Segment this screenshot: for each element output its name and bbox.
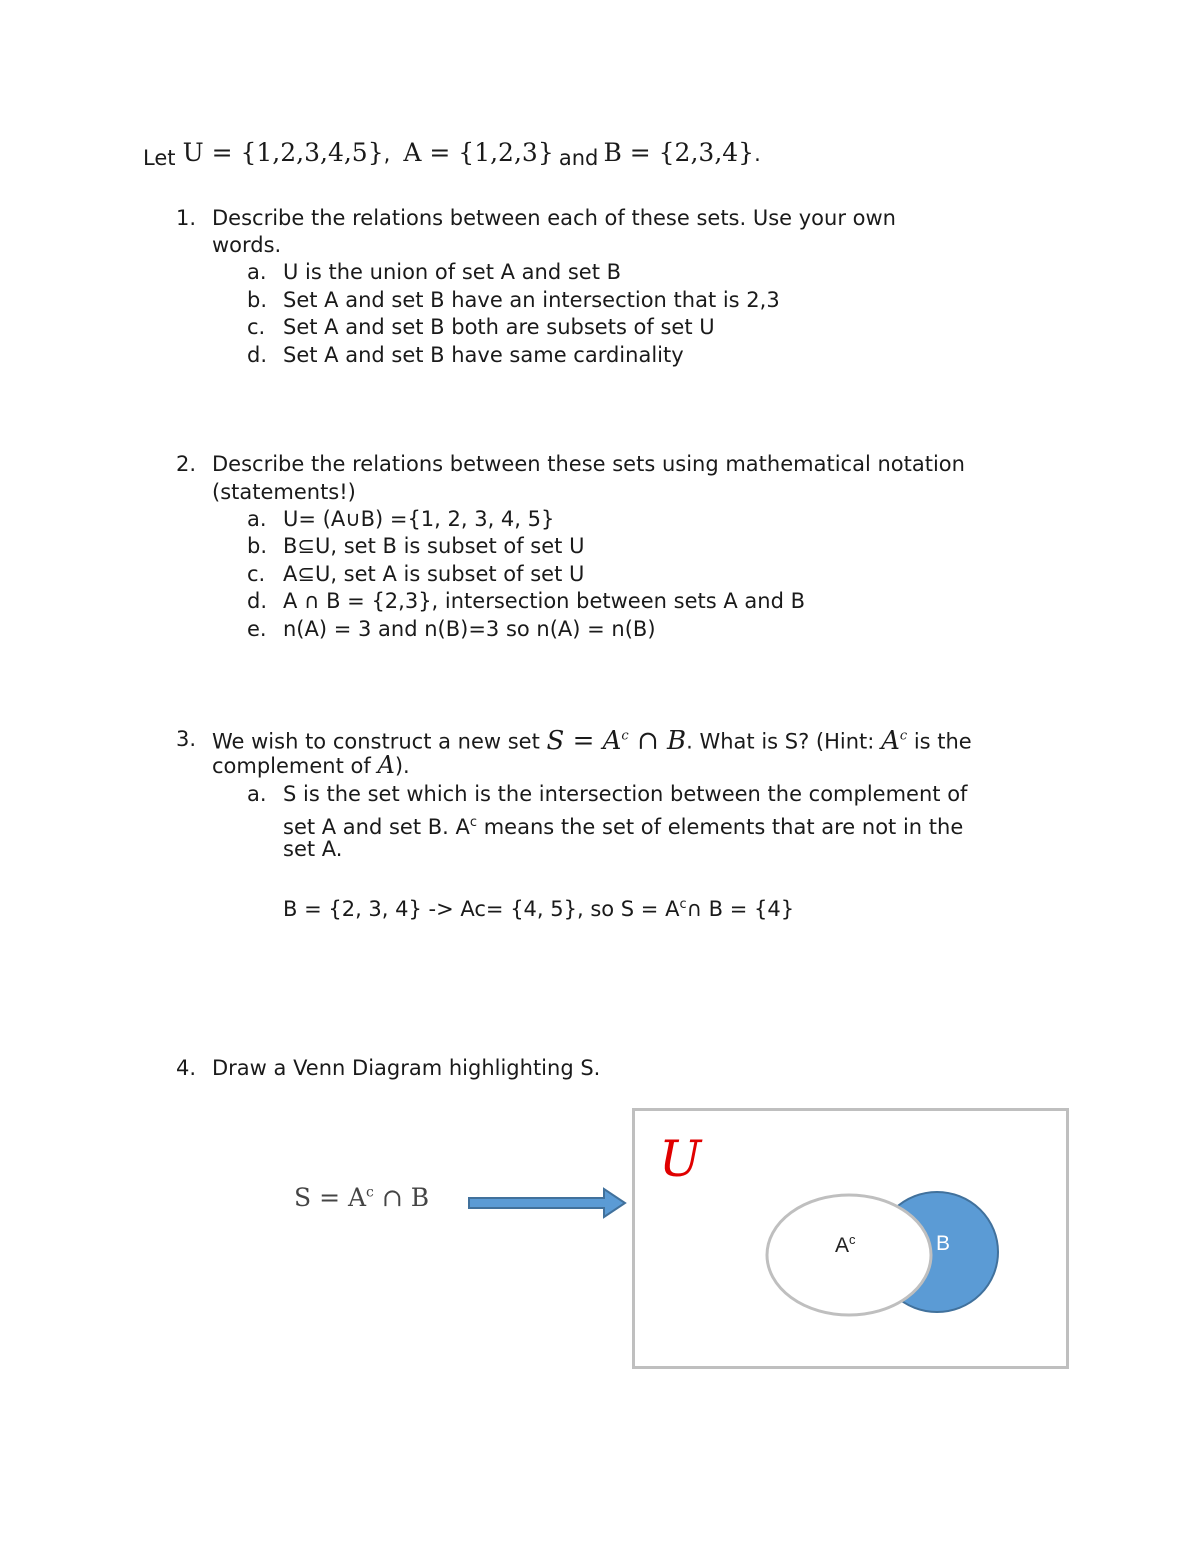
q3-formula-post: ∩ B: [628, 725, 687, 756]
q2-item-e: [247, 616, 656, 643]
q2-prompt-line2: (statements!): [212, 480, 356, 504]
q3-answer-line1: S is the set which is the intersection between the complement of: [283, 782, 968, 806]
q2-item-a: [247, 506, 554, 533]
venn-diagram-box: [632, 1108, 1069, 1369]
q1-item-text: Set A and set B have same cardinality: [283, 343, 684, 367]
q3-calc-sup: c: [679, 897, 687, 912]
q1-item-d: [247, 342, 684, 369]
q1-item-b: [247, 287, 780, 314]
q3-answer-label: a.: [247, 782, 267, 806]
q3-formula-sup: c: [621, 728, 629, 743]
q1-prompt-line2: words.: [212, 233, 282, 257]
q3-answer-line2-post: means the set of elements that are not in the: [477, 815, 964, 839]
q3-prompt-end: is the: [913, 729, 972, 754]
intro-a-set: A = {1,2,3}: [403, 138, 554, 167]
arrow-shape: [469, 1189, 625, 1217]
q3-prompt-pre: We wish to construct a new set: [212, 729, 540, 754]
q3-prompt-line1: [212, 722, 972, 756]
intro-u-set: U = {1,2,3,4,5}: [182, 138, 384, 167]
diagram-formula-post: ∩ B: [373, 1183, 430, 1212]
ac-label-main: A: [835, 1234, 850, 1257]
q2-item-label: a.: [247, 507, 267, 531]
q2-item-text: A ∩ B = {2,3}, intersection between sets A and B: [283, 589, 805, 613]
q3-number: 3.: [176, 727, 197, 751]
q1-item-text: Set A and set B have an intersection that is 2,3: [283, 288, 780, 312]
q1-number: 1.: [176, 206, 197, 230]
q2-item-text: U= (A∪B) ={1, 2, 3, 4, 5}: [283, 507, 555, 531]
q2-prompt-line1: Describe the relations between these sets using mathematical notation: [212, 452, 965, 476]
q3-line2-end: ).: [394, 754, 410, 778]
q1-item-text: Set A and set B both are subsets of set U: [283, 315, 715, 339]
q3-answer-line3: set A.: [283, 837, 343, 861]
q1-item-label: a.: [247, 260, 267, 284]
q3-line2-pre: complement of: [212, 754, 371, 778]
q3-answer-line2: [283, 809, 963, 841]
q1-item-label: b.: [247, 288, 268, 312]
q2-item-text: B⊆U, set B is subset of set U: [283, 534, 585, 558]
ac-label: [835, 1232, 856, 1258]
universe-label: U: [659, 1130, 702, 1188]
q3-formula: [547, 726, 687, 756]
q3-calc-pre: B = {2, 3, 4} -> Ac= {4, 5}, so S = A: [283, 897, 680, 921]
q3-calc-post: ∩ B = {4}: [686, 897, 795, 921]
q4-prompt: Draw a Venn Diagram highlighting S.: [212, 1056, 601, 1080]
q3-answer-line2-pre: set A and set B. A: [283, 815, 470, 839]
intro-period: .: [754, 142, 761, 166]
q3-hint-sup: c: [899, 728, 908, 743]
q3-formula-main: S = A: [546, 725, 622, 756]
q2-item-c: [247, 561, 584, 588]
q3-line2-a: A: [377, 751, 395, 779]
q1-item-label: c.: [247, 315, 266, 339]
b-label: B: [936, 1232, 951, 1255]
intro-let: Let: [143, 146, 176, 170]
q1-item-a: [247, 259, 621, 286]
intro-sep: ,: [383, 142, 391, 166]
q1-prompt-line1: Describe the relations between each of these sets. Use your own: [212, 206, 896, 230]
q3-answer-line2-sup: c: [469, 815, 478, 830]
q2-item-label: c.: [247, 562, 266, 586]
q2-item-text: A⊆U, set A is subset of set U: [283, 562, 585, 586]
intro-and: and: [558, 146, 599, 170]
diagram-formula: [294, 1183, 429, 1212]
q1-item-label: d.: [247, 343, 268, 367]
q3-hint-a: [881, 726, 907, 756]
q2-item-d: [247, 588, 805, 615]
q3-hint-a-main: A: [881, 725, 900, 756]
intro-line: [143, 138, 761, 178]
right-arrow-icon: [466, 1186, 630, 1220]
q2-item-label: b.: [247, 534, 268, 558]
intro-b-set: B = {2,3,4}: [603, 138, 755, 167]
q2-number: 2.: [176, 452, 197, 476]
q1-item-text: U is the union of set A and set B: [283, 260, 622, 284]
q2-item-label: d.: [247, 589, 268, 613]
diagram-formula-sup: c: [366, 1184, 374, 1201]
q2-item-label: e.: [247, 617, 267, 641]
q4-number: 4.: [176, 1056, 197, 1080]
q1-item-c: [247, 314, 715, 341]
diagram-formula-pre: S = A: [294, 1183, 367, 1212]
q2-item-b: [247, 533, 584, 560]
q3-prompt-line2: [212, 752, 410, 780]
ac-label-sup: c: [849, 1232, 856, 1247]
q3-calc: [283, 891, 794, 923]
q3-prompt-mid: . What is S? (Hint:: [686, 729, 875, 754]
q2-item-text: n(A) = 3 and n(B)=3 so n(A) = n(B): [283, 617, 656, 641]
